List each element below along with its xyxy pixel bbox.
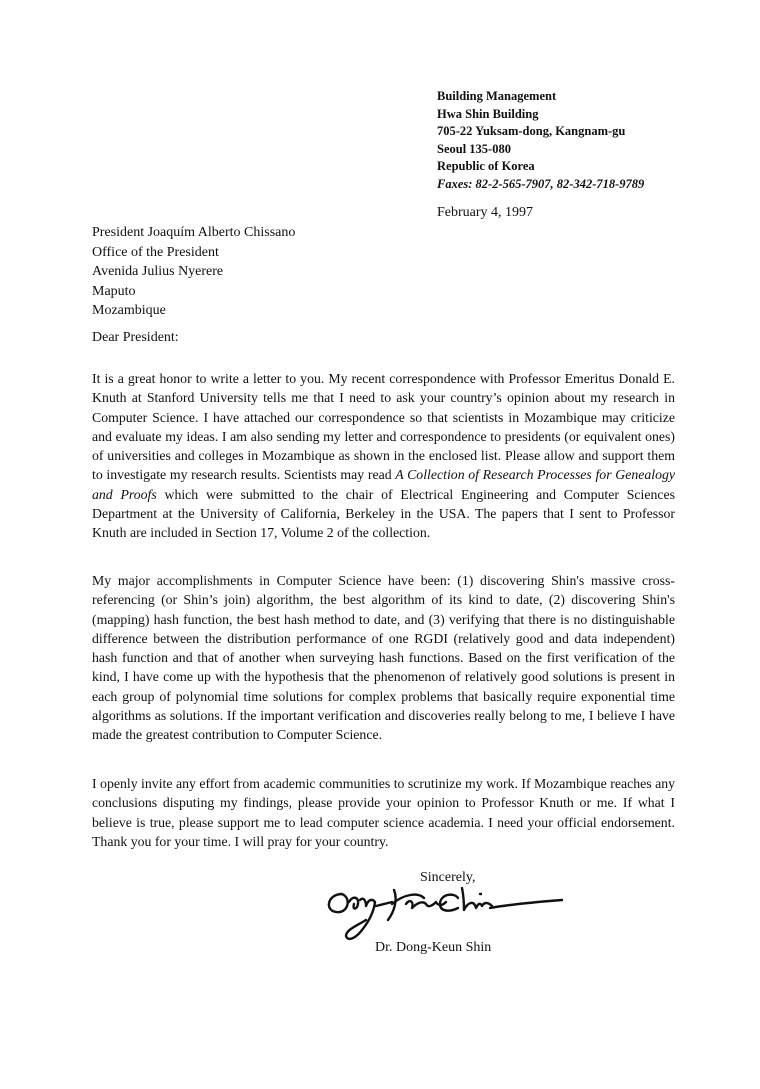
paragraph-text: which were submitted to the chair of Electrical Engineering and Computer Sciences Department at the University of California, Berkeley in the USA. The papers that I sent to Professor Knuth are included in Section 17, Volume 2 of the collection. [92, 486, 675, 541]
body-paragraph-3: I openly invite any effort from academic communities to scrutinize my work. If Mozambique reaches any conclusions disputing my findings, please provide your opinion to Professor Knuth or me. If what I believe is true, please support me to lead computer science academia. I need your official endorsement. Thank you for your time. I will pray for your country. [92, 776, 675, 849]
signature-image [322, 880, 572, 948]
body-paragraph-1 [92, 369, 675, 543]
recipient-line: Avenida Julius Nyerere [92, 264, 224, 279]
paragraph-text: It is a great honor to write a letter to you. My recent correspondence with Professor Emeritus Donald E. Knuth at Stanford University tells me that I need to ask your country’s opinion about my research in Computer Science. I have attached our correspondence so that scientists in Mozambique may criticize and evaluate my ideas. I am also sending my letter and correspondence to presidents (or equivalent ones) of universities and colleges in Mozambique as shown in the enclosed list. Please allow and support them to investigate my research results. Scientists may read [92, 371, 675, 483]
recipient-line: Mozambique [92, 303, 166, 318]
body-paragraph-2: My major accomplishments in Computer Science have been: (1) discovering Shin's massive cross-referencing (or Shin’s join) algorithm, the best algorithm of its kind to date, (2) discovering Shin's (mapping) hash function, the best hash method to date, and (3) verifying that there is no distinguishable difference between the distribution performance of one RGDI (relatively good and data independent) hash function and that of another when surveying hash functions. Based on the first verification of the kind, I have come up with the hypothesis that the phenomenon of relatively good solutions is present in each group of polynomial time solutions for complex problems that basically require exponential time algorithms as solutions. If the important verification and discoveries really belong to me, I believe I have made the greatest contribution to Computer Science. [92, 573, 675, 743]
recipient-line: Office of the President [92, 244, 219, 260]
sender-line: Republic of Korea [437, 159, 535, 174]
letter-date: February 4, 1997 [437, 205, 534, 220]
closing: Sincerely, [420, 870, 476, 885]
sender-line: Seoul 135-080 [437, 141, 511, 156]
salutation: Dear President: [92, 330, 179, 345]
sender-address [437, 88, 644, 194]
sender-line: Hwa Shin Building [437, 106, 539, 121]
sender-line: Building Management [437, 89, 557, 103]
recipient-line: President Joaquím Alberto Chissano [92, 225, 296, 240]
collection-title: A Collection of Research Processes for Genealogy and Proofs [92, 467, 675, 502]
signer-name: Dr. Dong-Keun Shin [375, 940, 492, 955]
recipient-line: Maputo [92, 283, 136, 299]
sender-fax: Faxes: 82-2-565-7907, 82-342-718-9789 [437, 176, 645, 191]
recipient-address [92, 223, 295, 321]
sender-line: 705-22 Yuksam-dong, Kangnam-gu [437, 124, 626, 139]
